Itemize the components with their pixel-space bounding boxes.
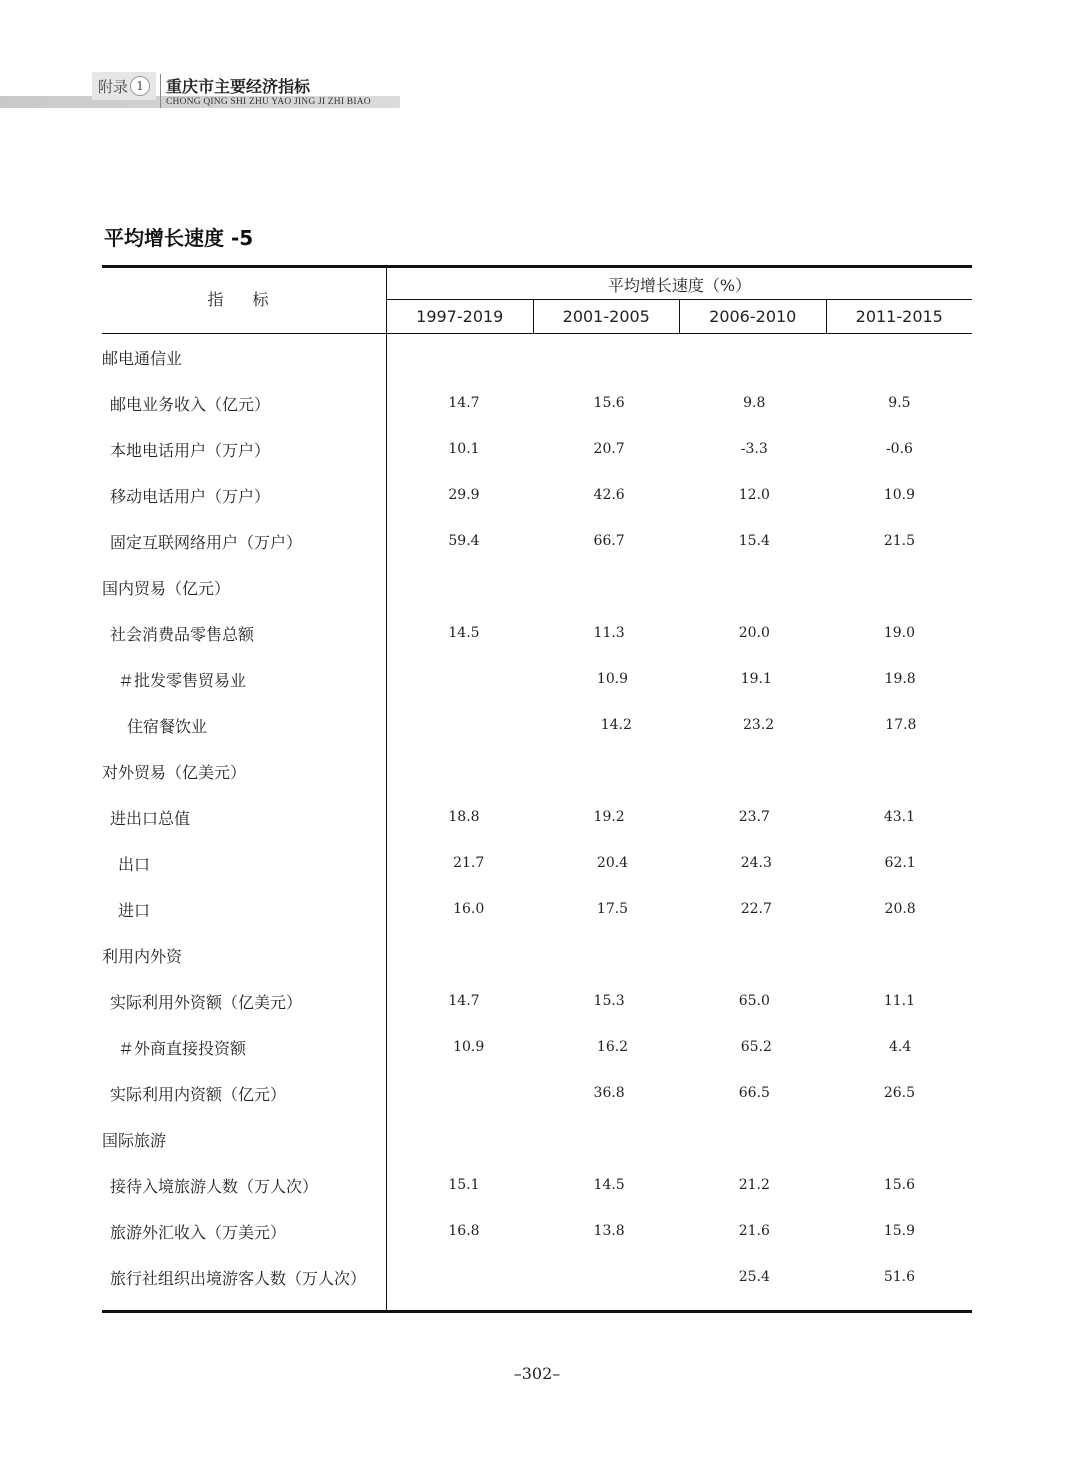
running-header-pinyin: CHONG QING SHI ZHU YAO JING JI ZHI BIAO bbox=[166, 97, 371, 107]
table-row bbox=[102, 748, 972, 794]
row-label: 实际利用外资额（亿美元） bbox=[110, 992, 303, 1012]
row-value: 9.8 bbox=[743, 395, 766, 411]
table-row bbox=[102, 380, 972, 426]
row-value: 16.8 bbox=[448, 1223, 480, 1239]
row-value: 10.1 bbox=[448, 441, 480, 457]
table-row bbox=[102, 978, 972, 1024]
row-value: 65.2 bbox=[740, 1039, 772, 1055]
row-value bbox=[391, 1085, 536, 1101]
row-value: 15.4 bbox=[738, 533, 770, 549]
table-row bbox=[102, 656, 972, 702]
row-value: 11.1 bbox=[883, 993, 916, 1009]
row-value: 23.2 bbox=[743, 717, 775, 733]
row-value bbox=[537, 1269, 682, 1285]
row-label: 进口 bbox=[118, 900, 151, 920]
table-row bbox=[102, 1024, 972, 1070]
row-label: 固定互联网络用户（万户） bbox=[110, 532, 303, 552]
period-header-row bbox=[387, 300, 972, 333]
row-value: 15.9 bbox=[883, 1223, 916, 1239]
row-value: 20.0 bbox=[738, 625, 770, 641]
page-number: –302– bbox=[513, 1364, 561, 1383]
row-value: 15.1 bbox=[448, 1177, 480, 1193]
row-value: 11.3 bbox=[593, 625, 625, 641]
row-label: 对外贸易（亿美元） bbox=[102, 762, 247, 782]
table-row bbox=[102, 518, 972, 564]
row-label: 国内贸易（亿元） bbox=[102, 578, 231, 598]
table-bottom-rule bbox=[102, 1310, 972, 1313]
row-value: 9.5 bbox=[888, 395, 911, 411]
row-label: 邮电业务收入（亿元） bbox=[110, 394, 271, 414]
row-value bbox=[403, 717, 545, 733]
table-row bbox=[102, 334, 972, 380]
row-label: 国际旅游 bbox=[102, 1130, 167, 1150]
period-header: 2011-2015 bbox=[826, 300, 973, 333]
row-value: 24.3 bbox=[740, 855, 772, 871]
row-value: 10.9 bbox=[453, 1039, 485, 1055]
table-row bbox=[102, 794, 972, 840]
header-separator bbox=[160, 74, 161, 108]
row-label: 出口 bbox=[118, 854, 151, 874]
table-row bbox=[102, 1162, 972, 1208]
row-value: 59.4 bbox=[448, 533, 480, 549]
table-row bbox=[102, 932, 972, 978]
row-value: 14.5 bbox=[593, 1177, 625, 1193]
row-value: 43.1 bbox=[883, 809, 916, 825]
row-label: 本地电话用户（万户） bbox=[110, 440, 271, 460]
row-value: 13.8 bbox=[593, 1223, 625, 1239]
row-value: 15.6 bbox=[883, 1177, 916, 1193]
row-label: 移动电话用户（万户） bbox=[110, 486, 271, 506]
table-row bbox=[102, 426, 972, 472]
row-value: 15.3 bbox=[593, 993, 625, 1009]
row-value bbox=[397, 671, 541, 687]
row-label: 邮电通信业 bbox=[102, 348, 183, 368]
row-value: 17.5 bbox=[596, 901, 629, 917]
row-label: 实际利用内资额（亿元） bbox=[110, 1084, 287, 1104]
row-value: 19.0 bbox=[883, 625, 916, 641]
row-label: 社会消费品零售总额 bbox=[110, 624, 255, 644]
row-value: 20.8 bbox=[884, 901, 916, 917]
row-value: 26.5 bbox=[883, 1085, 916, 1101]
row-label: ＃批发零售贸易业 bbox=[118, 670, 247, 690]
row-value: 42.6 bbox=[593, 487, 625, 503]
table-row bbox=[102, 1254, 972, 1300]
row-value: 18.8 bbox=[448, 809, 480, 825]
row-value: 19.8 bbox=[884, 671, 916, 687]
table-row bbox=[102, 472, 972, 518]
row-value: 20.7 bbox=[593, 441, 625, 457]
row-value: 14.7 bbox=[448, 395, 480, 411]
row-value: 14.5 bbox=[448, 625, 480, 641]
row-value: 62.1 bbox=[884, 855, 916, 871]
row-value: 66.7 bbox=[593, 533, 625, 549]
row-value: 19.1 bbox=[740, 671, 772, 687]
row-value: -3.3 bbox=[740, 441, 768, 457]
row-value: 19.2 bbox=[593, 809, 625, 825]
row-value: 21.5 bbox=[883, 533, 916, 549]
table-top-rule bbox=[102, 265, 972, 268]
period-header: 2006-2010 bbox=[679, 300, 826, 333]
row-label: 旅游外汇收入（万美元） bbox=[110, 1222, 287, 1242]
row-label: 住宿餐饮业 bbox=[127, 716, 208, 736]
page-title: 平均增长速度 -5 bbox=[104, 226, 254, 250]
table-row bbox=[102, 702, 972, 748]
row-label: 接待入境旅游人数（万人次） bbox=[110, 1176, 319, 1196]
table-row bbox=[102, 1116, 972, 1162]
appendix-number: 1 bbox=[130, 76, 150, 96]
row-label: 利用内外资 bbox=[102, 946, 183, 966]
table-row bbox=[102, 610, 972, 656]
row-value: 17.8 bbox=[885, 717, 917, 733]
row-value: 10.9 bbox=[883, 487, 916, 503]
row-value: 15.6 bbox=[593, 395, 625, 411]
period-header: 2001-2005 bbox=[533, 300, 680, 333]
group-header: 平均增长速度（%） bbox=[607, 276, 752, 295]
row-value: 22.7 bbox=[740, 901, 772, 917]
table-row bbox=[102, 564, 972, 610]
row-value: 14.7 bbox=[448, 993, 480, 1009]
row-value: -0.6 bbox=[885, 441, 913, 457]
row-value: 23.7 bbox=[738, 809, 770, 825]
row-value: 21.2 bbox=[738, 1177, 770, 1193]
row-value: 12.0 bbox=[738, 487, 770, 503]
appendix-label: 附录 bbox=[98, 77, 129, 96]
appendix-badge bbox=[92, 72, 156, 100]
row-label: ＃外商直接投资额 bbox=[118, 1038, 247, 1058]
row-value: 16.2 bbox=[596, 1039, 629, 1055]
table-row bbox=[102, 1208, 972, 1254]
table-row bbox=[102, 840, 972, 886]
row-value: 20.4 bbox=[596, 855, 629, 871]
row-value bbox=[391, 1269, 536, 1285]
row-value: 66.5 bbox=[738, 1085, 770, 1101]
row-value: 10.9 bbox=[596, 671, 629, 687]
period-header: 1997-2019 bbox=[416, 307, 504, 326]
table-body bbox=[102, 334, 972, 1300]
row-value: 25.4 bbox=[738, 1269, 770, 1285]
row-value: 21.7 bbox=[453, 855, 485, 871]
row-value: 36.8 bbox=[593, 1085, 625, 1101]
indicator-header: 指 标 bbox=[207, 290, 281, 309]
row-label: 进出口总值 bbox=[110, 808, 191, 828]
row-value: 4.4 bbox=[888, 1039, 912, 1055]
row-label: 旅行社组织出境游客人数（万人次） bbox=[110, 1268, 367, 1288]
row-value: 21.6 bbox=[738, 1223, 770, 1239]
row-value: 51.6 bbox=[883, 1269, 916, 1285]
row-value: 14.2 bbox=[600, 717, 632, 733]
row-value: 16.0 bbox=[453, 901, 485, 917]
row-value: 29.9 bbox=[448, 487, 480, 503]
table-row bbox=[102, 1070, 972, 1116]
running-header-title: 重庆市主要经济指标 bbox=[166, 77, 311, 96]
row-value: 65.0 bbox=[738, 993, 770, 1009]
table-row bbox=[102, 886, 972, 932]
